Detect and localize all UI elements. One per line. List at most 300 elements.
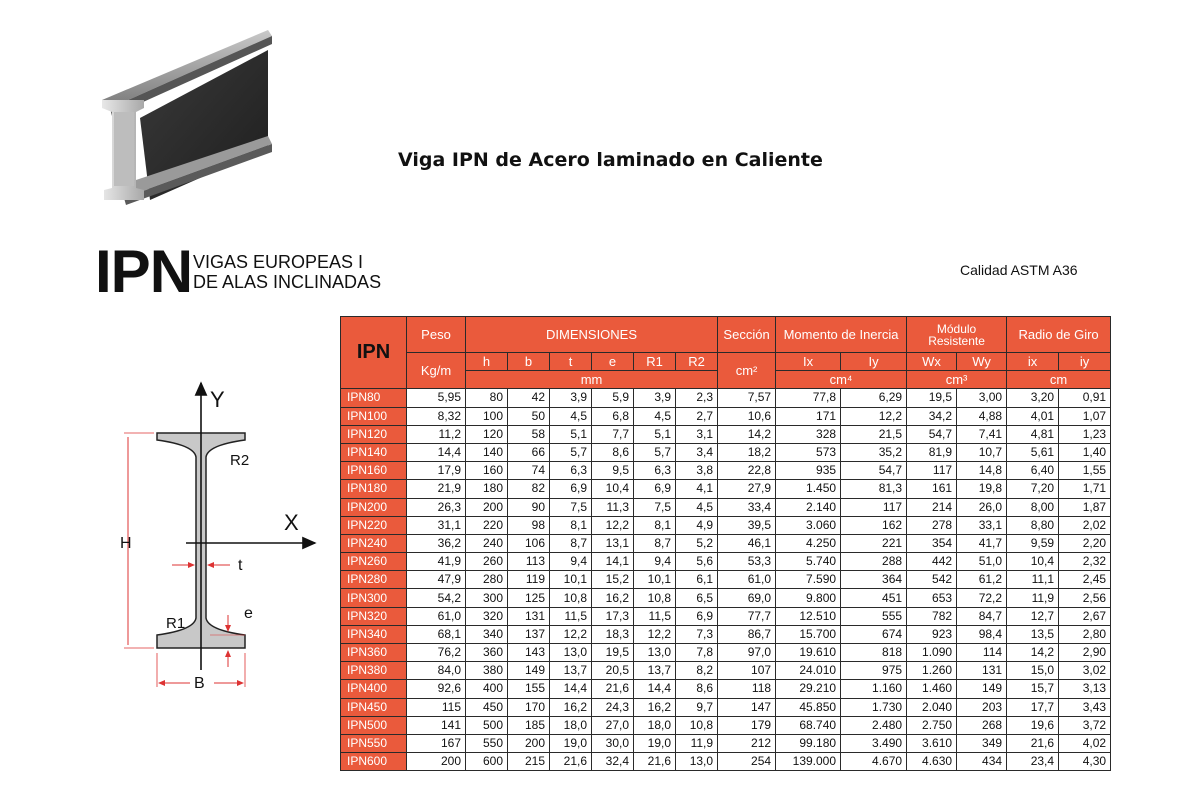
profile-name-cell: IPN400 xyxy=(341,680,407,698)
table-cell: 11,2 xyxy=(407,425,466,443)
table-cell: 10,1 xyxy=(634,571,676,589)
table-cell: 3,9 xyxy=(634,389,676,407)
dimensiones-header: DIMENSIONES xyxy=(466,317,718,353)
radio-col-iy: iy xyxy=(1059,353,1111,371)
table-cell: 2,56 xyxy=(1059,589,1111,607)
table-cell: 10,8 xyxy=(634,589,676,607)
table-cell: 10,8 xyxy=(676,716,718,734)
table-cell: 77,7 xyxy=(718,607,776,625)
table-cell: 2,3 xyxy=(676,389,718,407)
table-row xyxy=(341,698,1111,716)
table-cell: 1,87 xyxy=(1059,498,1111,516)
table-cell: 214 xyxy=(907,498,957,516)
r2-label: R2 xyxy=(230,452,250,469)
radio-unit: cm xyxy=(1007,371,1111,389)
table-cell: 4,01 xyxy=(1007,407,1059,425)
table-cell: 550 xyxy=(466,734,508,752)
dim-unit: mm xyxy=(466,371,718,389)
table-cell: 8,00 xyxy=(1007,498,1059,516)
table-cell: 3,72 xyxy=(1059,716,1111,734)
table-cell: 6,1 xyxy=(676,571,718,589)
table-cell: 14,8 xyxy=(957,462,1007,480)
table-cell: 3,43 xyxy=(1059,698,1111,716)
profile-name-cell: IPN80 xyxy=(341,389,407,407)
table-cell: 573 xyxy=(776,443,841,461)
table-cell: 161 xyxy=(907,480,957,498)
table-cell: 340 xyxy=(466,625,508,643)
table-cell: 320 xyxy=(466,607,508,625)
table-cell: 13,0 xyxy=(634,644,676,662)
table-cell: 4.670 xyxy=(841,753,907,771)
peso-unit: Kg/m xyxy=(407,353,466,389)
table-cell: 119 xyxy=(508,571,550,589)
table-cell: 23,4 xyxy=(1007,753,1059,771)
table-cell: 27,0 xyxy=(592,716,634,734)
table-cell: 21,6 xyxy=(550,753,592,771)
table-cell: 8,6 xyxy=(592,443,634,461)
table-cell: 221 xyxy=(841,534,907,552)
table-cell: 24,3 xyxy=(592,698,634,716)
table-cell: 19,8 xyxy=(957,480,1007,498)
table-row xyxy=(341,644,1111,662)
table-cell: 34,2 xyxy=(907,407,957,425)
profile-name-cell: IPN160 xyxy=(341,462,407,480)
table-cell: 36,2 xyxy=(407,534,466,552)
table-cell: 3,4 xyxy=(676,443,718,461)
table-cell: 5,2 xyxy=(676,534,718,552)
seccion-unit: cm² xyxy=(718,353,776,389)
quality-label: Calidad ASTM A36 xyxy=(960,262,1078,278)
table-cell: 8,6 xyxy=(676,680,718,698)
table-cell: 12,2 xyxy=(550,625,592,643)
table-cell: 923 xyxy=(907,625,957,643)
inercia-header: Momento de Inercia xyxy=(776,317,907,353)
table-cell: 782 xyxy=(907,607,957,625)
table-cell: 450 xyxy=(466,698,508,716)
table-cell: 15,0 xyxy=(1007,662,1059,680)
table-cell: 7,57 xyxy=(718,389,776,407)
table-cell: 81,3 xyxy=(841,480,907,498)
table-cell: 139.000 xyxy=(776,753,841,771)
table-cell: 254 xyxy=(718,753,776,771)
table-cell: 140 xyxy=(466,443,508,461)
table-cell: 33,4 xyxy=(718,498,776,516)
table-cell: 21,6 xyxy=(592,680,634,698)
table-cell: 84,0 xyxy=(407,662,466,680)
inercia-col-ix: Ix xyxy=(776,353,841,371)
radio-header: Radio de Giro xyxy=(1007,317,1111,353)
table-cell: 5,61 xyxy=(1007,443,1059,461)
table-cell: 14,4 xyxy=(550,680,592,698)
table-cell: 0,91 xyxy=(1059,389,1111,407)
table-row xyxy=(341,498,1111,516)
table-cell: 6,5 xyxy=(676,589,718,607)
table-cell: 1.730 xyxy=(841,698,907,716)
table-cell: 1.260 xyxy=(907,662,957,680)
table-cell: 131 xyxy=(508,607,550,625)
table-cell: 33,1 xyxy=(957,516,1007,534)
table-cell: 328 xyxy=(776,425,841,443)
cross-section-diagram xyxy=(110,375,335,695)
table-cell: 5,7 xyxy=(634,443,676,461)
table-cell: 16,2 xyxy=(592,589,634,607)
table-row xyxy=(341,389,1111,407)
steel-beam-image xyxy=(100,28,275,208)
table-cell: 120 xyxy=(466,425,508,443)
table-cell: 5,6 xyxy=(676,553,718,571)
dim-col-e: e xyxy=(592,353,634,371)
spec-table-body xyxy=(341,389,1111,771)
table-cell: 185 xyxy=(508,716,550,734)
table-cell: 2.750 xyxy=(907,716,957,734)
table-cell: 41,7 xyxy=(957,534,1007,552)
table-cell: 107 xyxy=(718,662,776,680)
table-cell: 3.490 xyxy=(841,734,907,752)
table-cell: 149 xyxy=(957,680,1007,698)
table-cell: 114 xyxy=(957,644,1007,662)
table-cell: 8,1 xyxy=(634,516,676,534)
table-cell: 72,2 xyxy=(957,589,1007,607)
table-cell: 4.250 xyxy=(776,534,841,552)
table-cell: 4,88 xyxy=(957,407,1007,425)
table-cell: 2,20 xyxy=(1059,534,1111,552)
table-cell: 2,80 xyxy=(1059,625,1111,643)
table-cell: 1.460 xyxy=(907,680,957,698)
table-cell: 935 xyxy=(776,462,841,480)
table-cell: 27,9 xyxy=(718,480,776,498)
table-cell: 3.610 xyxy=(907,734,957,752)
table-row xyxy=(341,516,1111,534)
profile-name-cell: IPN200 xyxy=(341,498,407,516)
table-cell: 19,6 xyxy=(1007,716,1059,734)
table-cell: 77,8 xyxy=(776,389,841,407)
table-cell: 13,7 xyxy=(550,662,592,680)
table-cell: 21,6 xyxy=(1007,734,1059,752)
table-cell: 2,32 xyxy=(1059,553,1111,571)
table-cell: 5,1 xyxy=(634,425,676,443)
table-cell: 12.510 xyxy=(776,607,841,625)
table-cell: 4,30 xyxy=(1059,753,1111,771)
table-cell: 5,9 xyxy=(592,389,634,407)
table-cell: 39,5 xyxy=(718,516,776,534)
table-cell: 26,0 xyxy=(957,498,1007,516)
table-cell: 6,9 xyxy=(676,607,718,625)
table-cell: 280 xyxy=(466,571,508,589)
table-cell: 54,2 xyxy=(407,589,466,607)
table-cell: 53,3 xyxy=(718,553,776,571)
table-cell: 2,67 xyxy=(1059,607,1111,625)
radio-col-ix: ix xyxy=(1007,353,1059,371)
profile-name-cell: IPN340 xyxy=(341,625,407,643)
table-cell: 7,8 xyxy=(676,644,718,662)
profile-name-cell: IPN180 xyxy=(341,480,407,498)
r1-label: R1 xyxy=(166,615,186,632)
profile-name-cell: IPN280 xyxy=(341,571,407,589)
table-cell: 380 xyxy=(466,662,508,680)
table-cell: 149 xyxy=(508,662,550,680)
table-cell: 82 xyxy=(508,480,550,498)
table-cell: 542 xyxy=(907,571,957,589)
table-cell: 200 xyxy=(508,734,550,752)
table-cell: 76,2 xyxy=(407,644,466,662)
table-cell: 12,2 xyxy=(592,516,634,534)
table-cell: 19,0 xyxy=(550,734,592,752)
table-cell: 7,5 xyxy=(634,498,676,516)
table-cell: 68,1 xyxy=(407,625,466,643)
table-cell: 143 xyxy=(508,644,550,662)
profile-name-cell: IPN550 xyxy=(341,734,407,752)
table-row xyxy=(341,734,1111,752)
table-cell: 2,02 xyxy=(1059,516,1111,534)
table-cell: 19,5 xyxy=(592,644,634,662)
table-cell: 7,3 xyxy=(676,625,718,643)
table-cell: 818 xyxy=(841,644,907,662)
table-cell: 1,07 xyxy=(1059,407,1111,425)
table-cell: 10,4 xyxy=(592,480,634,498)
table-cell: 1,23 xyxy=(1059,425,1111,443)
table-cell: 90 xyxy=(508,498,550,516)
table-row xyxy=(341,480,1111,498)
table-cell: 115 xyxy=(407,698,466,716)
table-cell: 13,0 xyxy=(676,753,718,771)
table-cell: 61,0 xyxy=(407,607,466,625)
table-row xyxy=(341,571,1111,589)
table-row xyxy=(341,716,1111,734)
table-cell: 9,4 xyxy=(550,553,592,571)
table-cell: 354 xyxy=(907,534,957,552)
table-cell: 35,2 xyxy=(841,443,907,461)
table-cell: 20,5 xyxy=(592,662,634,680)
table-cell: 1,55 xyxy=(1059,462,1111,480)
e-label: e xyxy=(244,605,253,622)
dim-col-h: h xyxy=(466,353,508,371)
ipn-logo: IPN xyxy=(95,238,193,305)
table-cell: 11,5 xyxy=(634,607,676,625)
table-cell: 360 xyxy=(466,644,508,662)
profile-name-cell: IPN320 xyxy=(341,607,407,625)
table-row xyxy=(341,625,1111,643)
table-cell: 98 xyxy=(508,516,550,534)
table-cell: 54,7 xyxy=(907,425,957,443)
beam-photo xyxy=(100,28,275,208)
table-cell: 21,9 xyxy=(407,480,466,498)
profile-name-cell: IPN240 xyxy=(341,534,407,552)
table-row xyxy=(341,662,1111,680)
table-cell: 7.590 xyxy=(776,571,841,589)
table-cell: 975 xyxy=(841,662,907,680)
profile-name-cell: IPN300 xyxy=(341,589,407,607)
profile-name-cell: IPN220 xyxy=(341,516,407,534)
table-cell: 268 xyxy=(957,716,1007,734)
table-cell: 69,0 xyxy=(718,589,776,607)
table-cell: 10,8 xyxy=(550,589,592,607)
table-cell: 3,1 xyxy=(676,425,718,443)
table-cell: 50 xyxy=(508,407,550,425)
dim-col-b: b xyxy=(508,353,550,371)
table-cell: 11,5 xyxy=(550,607,592,625)
table-cell: 5.740 xyxy=(776,553,841,571)
table-cell: 179 xyxy=(718,716,776,734)
table-cell: 141 xyxy=(407,716,466,734)
table-cell: 137 xyxy=(508,625,550,643)
table-cell: 99.180 xyxy=(776,734,841,752)
table-cell: 7,20 xyxy=(1007,480,1059,498)
table-cell: 5,1 xyxy=(550,425,592,443)
table-cell: 84,7 xyxy=(957,607,1007,625)
table-cell: 19,0 xyxy=(634,734,676,752)
table-cell: 21,5 xyxy=(841,425,907,443)
dim-col-t: t xyxy=(550,353,592,371)
table-cell: 8,80 xyxy=(1007,516,1059,534)
table-cell: 9,5 xyxy=(592,462,634,480)
table-cell: 16,2 xyxy=(634,698,676,716)
logo-subtitle-line2: DE ALAS INCLINADAS xyxy=(193,272,382,292)
table-cell: 300 xyxy=(466,589,508,607)
table-row xyxy=(341,462,1111,480)
table-cell: 17,9 xyxy=(407,462,466,480)
table-cell: 7,7 xyxy=(592,425,634,443)
table-cell: 1.160 xyxy=(841,680,907,698)
table-cell: 1,71 xyxy=(1059,480,1111,498)
table-cell: 4,5 xyxy=(676,498,718,516)
table-cell: 46,1 xyxy=(718,534,776,552)
table-cell: 14,1 xyxy=(592,553,634,571)
table-cell: 1.090 xyxy=(907,644,957,662)
table-cell: 9,59 xyxy=(1007,534,1059,552)
profile-name-cell: IPN100 xyxy=(341,407,407,425)
table-cell: 12,7 xyxy=(1007,607,1059,625)
table-cell: 10,7 xyxy=(957,443,1007,461)
table-cell: 29.210 xyxy=(776,680,841,698)
table-cell: 31,1 xyxy=(407,516,466,534)
table-cell: 500 xyxy=(466,716,508,734)
table-cell: 19,5 xyxy=(907,389,957,407)
table-cell: 47,9 xyxy=(407,571,466,589)
table-cell: 17,3 xyxy=(592,607,634,625)
profile-name-cell: IPN380 xyxy=(341,662,407,680)
modulo-col-wy: Wy xyxy=(957,353,1007,371)
table-row xyxy=(341,607,1111,625)
table-cell: 41,9 xyxy=(407,553,466,571)
table-cell: 212 xyxy=(718,734,776,752)
table-cell: 98,4 xyxy=(957,625,1007,643)
table-cell: 6,8 xyxy=(592,407,634,425)
table-cell: 18,0 xyxy=(550,716,592,734)
table-cell: 8,1 xyxy=(550,516,592,534)
table-cell: 2.040 xyxy=(907,698,957,716)
table-cell: 4,81 xyxy=(1007,425,1059,443)
table-cell: 2,90 xyxy=(1059,644,1111,662)
table-cell: 6,9 xyxy=(634,480,676,498)
table-cell: 400 xyxy=(466,680,508,698)
table-cell: 3.060 xyxy=(776,516,841,534)
table-cell: 11,9 xyxy=(676,734,718,752)
table-cell: 288 xyxy=(841,553,907,571)
table-cell: 5,7 xyxy=(550,443,592,461)
x-axis-label: X xyxy=(284,510,299,535)
table-cell: 147 xyxy=(718,698,776,716)
logo-subtitle xyxy=(193,252,381,292)
table-row xyxy=(341,589,1111,607)
table-cell: 9,4 xyxy=(634,553,676,571)
table-cell: 14,2 xyxy=(718,425,776,443)
table-cell: 30,0 xyxy=(592,734,634,752)
table-cell: 81,9 xyxy=(907,443,957,461)
table-cell: 11,9 xyxy=(1007,589,1059,607)
profile-name-cell: IPN500 xyxy=(341,716,407,734)
table-cell: 4,5 xyxy=(550,407,592,425)
table-row xyxy=(341,443,1111,461)
b-label: B xyxy=(194,675,205,692)
table-cell: 58 xyxy=(508,425,550,443)
table-cell: 15.700 xyxy=(776,625,841,643)
inercia-unit: cm⁴ xyxy=(776,371,907,389)
table-cell: 3,9 xyxy=(550,389,592,407)
dim-col-r2: R2 xyxy=(676,353,718,371)
t-label: t xyxy=(238,557,243,574)
table-cell: 66 xyxy=(508,443,550,461)
table-cell: 32,4 xyxy=(592,753,634,771)
table-cell: 61,0 xyxy=(718,571,776,589)
table-cell: 14,4 xyxy=(634,680,676,698)
table-cell: 106 xyxy=(508,534,550,552)
ipn-spec-table xyxy=(340,316,1111,771)
table-cell: 42 xyxy=(508,389,550,407)
profile-name-cell: IPN140 xyxy=(341,443,407,461)
modulo-header: Módulo Resistente xyxy=(907,317,1007,353)
table-cell: 24.010 xyxy=(776,662,841,680)
profile-name-cell: IPN600 xyxy=(341,753,407,771)
table-cell: 3,8 xyxy=(676,462,718,480)
table-row xyxy=(341,407,1111,425)
table-cell: 160 xyxy=(466,462,508,480)
table-cell: 118 xyxy=(718,680,776,698)
table-cell: 9,7 xyxy=(676,698,718,716)
table-cell: 12,2 xyxy=(841,407,907,425)
page-title: Viga IPN de Acero laminado en Caliente xyxy=(398,149,823,171)
table-cell: 2.140 xyxy=(776,498,841,516)
table-cell: 434 xyxy=(957,753,1007,771)
table-cell: 113 xyxy=(508,553,550,571)
table-cell: 51,0 xyxy=(957,553,1007,571)
table-cell: 68.740 xyxy=(776,716,841,734)
table-cell: 8,2 xyxy=(676,662,718,680)
table-cell: 11,1 xyxy=(1007,571,1059,589)
table-cell: 9.800 xyxy=(776,589,841,607)
table-cell: 13,0 xyxy=(550,644,592,662)
table-cell: 22,8 xyxy=(718,462,776,480)
table-cell: 17,7 xyxy=(1007,698,1059,716)
inercia-col-iy: Iy xyxy=(841,353,907,371)
table-cell: 203 xyxy=(957,698,1007,716)
modulo-unit: cm³ xyxy=(907,371,1007,389)
profile-name-cell: IPN260 xyxy=(341,553,407,571)
table-cell: 6,40 xyxy=(1007,462,1059,480)
table-cell: 45.850 xyxy=(776,698,841,716)
table-cell: 171 xyxy=(776,407,841,425)
table-cell: 1,40 xyxy=(1059,443,1111,461)
table-cell: 10,4 xyxy=(1007,553,1059,571)
table-cell: 15,2 xyxy=(592,571,634,589)
table-cell: 10,6 xyxy=(718,407,776,425)
table-cell: 162 xyxy=(841,516,907,534)
table-cell: 170 xyxy=(508,698,550,716)
table-cell: 131 xyxy=(957,662,1007,680)
y-axis-label: Y xyxy=(210,387,225,412)
table-cell: 16,2 xyxy=(550,698,592,716)
table-cell: 200 xyxy=(407,753,466,771)
table-cell: 6,29 xyxy=(841,389,907,407)
